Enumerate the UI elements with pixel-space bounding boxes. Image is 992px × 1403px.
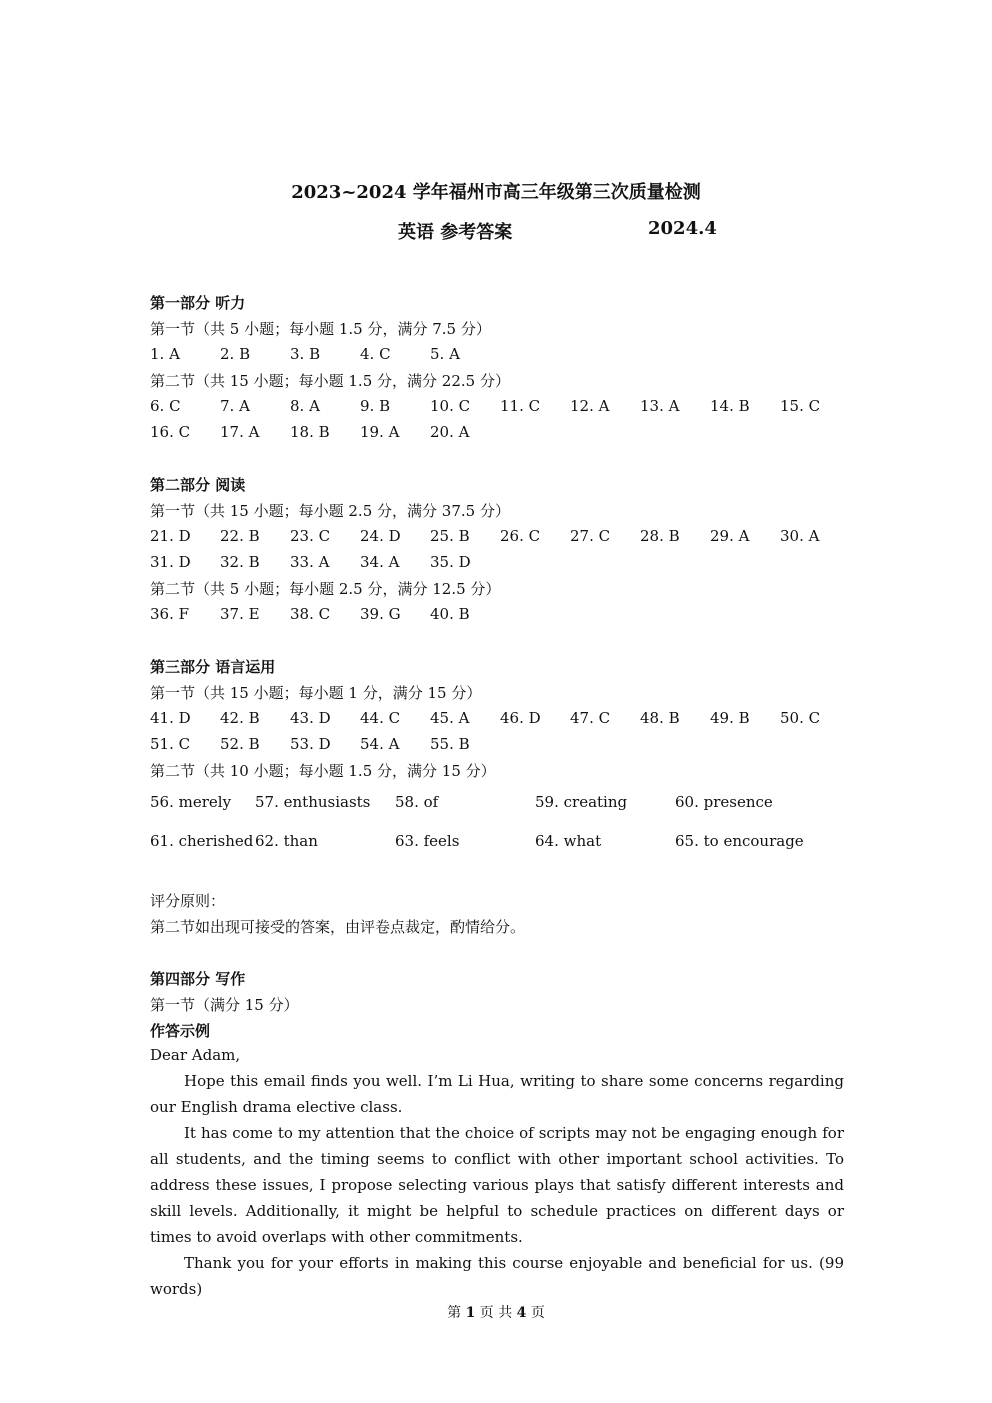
answer-item: 33. A — [290, 553, 330, 571]
letter-paragraph: Thank you for your efforts in making this course enjoyable and beneficial for us. (99 words) — [150, 1254, 844, 1298]
answer-item: 20. A — [430, 423, 470, 441]
answer-item: 64. what — [535, 832, 602, 850]
answer-item: 63. feels — [395, 832, 460, 850]
answer-item: 30. A — [780, 527, 820, 545]
answer-item: 57. enthusiasts — [255, 793, 371, 811]
scoring-heading: 评分原则： — [150, 892, 226, 910]
footer-post: 页 — [530, 1305, 545, 1321]
answer-item: 55. B — [430, 735, 470, 753]
answer-item: 2. B — [220, 345, 251, 363]
answer-item: 22. B — [220, 527, 260, 545]
footer-mid: 页 共 — [479, 1305, 513, 1321]
letter-salutation: Dear Adam, — [150, 1046, 241, 1064]
answer-item: 38. C — [290, 605, 331, 623]
answer-item: 41. D — [150, 709, 191, 727]
answer-item: 12. A — [570, 397, 610, 415]
answer-item: 58. of — [395, 793, 439, 811]
answer-item: 47. C — [570, 709, 611, 727]
answer-item: 3. B — [290, 345, 321, 363]
answer-item: 53. D — [290, 735, 331, 753]
answer-item: 40. B — [430, 605, 470, 623]
answer-item: 56. merely — [150, 793, 232, 811]
answer-item: 61. cherished — [150, 832, 254, 850]
answer-item: 39. G — [360, 605, 401, 623]
answer-item: 51. C — [150, 735, 191, 753]
answer-item: 65. to encourage — [675, 832, 804, 850]
answer-item: 52. B — [220, 735, 260, 753]
answer-item: 25. B — [430, 527, 470, 545]
answer-item: 28. B — [640, 527, 680, 545]
answer-item: 8. A — [290, 397, 320, 415]
part1-heading: 第一部分 听力 — [150, 294, 246, 312]
answer-item: 14. B — [710, 397, 750, 415]
letter-paragraph: Hope this email finds you well. I’m Li Hua, writing to share some concerns regarding our English drama elective class. — [150, 1072, 844, 1116]
footer-pre: 第 — [447, 1305, 462, 1321]
answer-item: 43. D — [290, 709, 331, 727]
answer-item: 48. B — [640, 709, 680, 727]
answer-item: 21. D — [150, 527, 191, 545]
answer-item: 16. C — [150, 423, 191, 441]
answer-item: 13. A — [640, 397, 680, 415]
answer-item: 62. than — [255, 832, 318, 850]
answer-item: 35. D — [430, 553, 471, 571]
answer-item: 36. F — [150, 605, 190, 623]
answer-item: 23. C — [290, 527, 331, 545]
answer-item: 9. B — [360, 397, 391, 415]
part4-heading: 第四部分 写作 — [150, 970, 246, 988]
part2-section2: 第二节（共 5 小题；每小题 2.5 分，满分 12.5 分） — [150, 580, 501, 598]
answer-item: 27. C — [570, 527, 611, 545]
page-footer — [0, 1302, 992, 1322]
answer-item: 31. D — [150, 553, 191, 571]
answer-item: 34. A — [360, 553, 400, 571]
scoring-text: 第二节如出现可接受的答案，由评卷点裁定，酌情给分。 — [150, 918, 526, 936]
answer-item: 42. B — [220, 709, 260, 727]
answer-item: 15. C — [780, 397, 821, 415]
example-heading: 作答示例 — [150, 1022, 211, 1040]
answer-item: 59. creating — [535, 793, 628, 811]
answer-item: 5. A — [430, 345, 460, 363]
answer-item: 24. D — [360, 527, 401, 545]
answer-item: 50. C — [780, 709, 821, 727]
part2-heading: 第二部分 阅读 — [150, 476, 246, 494]
part3-section1: 第一节（共 15 小题；每小题 1 分，满分 15 分） — [150, 684, 482, 702]
answer-item: 49. B — [710, 709, 750, 727]
document-date: 2024.4 — [648, 218, 717, 239]
answer-item: 19. A — [360, 423, 400, 441]
answer-item: 1. A — [150, 345, 180, 363]
part2-section1: 第一节（共 15 小题；每小题 2.5 分，满分 37.5 分） — [150, 502, 510, 520]
answer-item: 46. D — [500, 709, 541, 727]
part4-section1: 第一节（满分 15 分） — [150, 996, 299, 1014]
part1-section2: 第二节（共 15 小题；每小题 1.5 分，满分 22.5 分） — [150, 372, 510, 390]
answer-item: 54. A — [360, 735, 400, 753]
part3-section2: 第二节（共 10 小题；每小题 1.5 分，满分 15 分） — [150, 762, 496, 780]
letter-body — [150, 1068, 844, 1302]
part1-section1: 第一节（共 5 小题；每小题 1.5 分，满分 7.5 分） — [150, 320, 491, 338]
letter-paragraph: It has come to my attention that the choice of scripts may not be engaging enough for all students, and the timing seems to conflict with other important school activities. To address these issues, I propose selecting various plays that satisfy different interests and skill levels. Additionally, it might be helpful to schedule practices on different days or times to avoid overlaps with other commitments. — [150, 1124, 844, 1246]
answer-item: 6. C — [150, 397, 181, 415]
answer-item: 7. A — [220, 397, 250, 415]
document-subtitle: 英语 参考答案 — [398, 222, 513, 243]
answer-item: 60. presence — [675, 793, 773, 811]
answer-item: 10. C — [430, 397, 471, 415]
answer-item: 17. A — [220, 423, 260, 441]
answer-item: 44. C — [360, 709, 401, 727]
answer-item: 26. C — [500, 527, 541, 545]
answer-item: 4. C — [360, 345, 391, 363]
answer-item: 11. C — [500, 397, 541, 415]
answer-item: 32. B — [220, 553, 260, 571]
part3-heading: 第三部分 语言运用 — [150, 658, 276, 676]
answer-item: 29. A — [710, 527, 750, 545]
answer-item: 37. E — [220, 605, 260, 623]
footer-page-number: 1 — [465, 1305, 476, 1321]
answer-item: 18. B — [290, 423, 330, 441]
document-title: 2023~2024 学年福州市高三年级第三次质量检测 — [291, 182, 701, 203]
answer-item: 45. A — [430, 709, 470, 727]
footer-total-pages: 4 — [516, 1305, 527, 1321]
